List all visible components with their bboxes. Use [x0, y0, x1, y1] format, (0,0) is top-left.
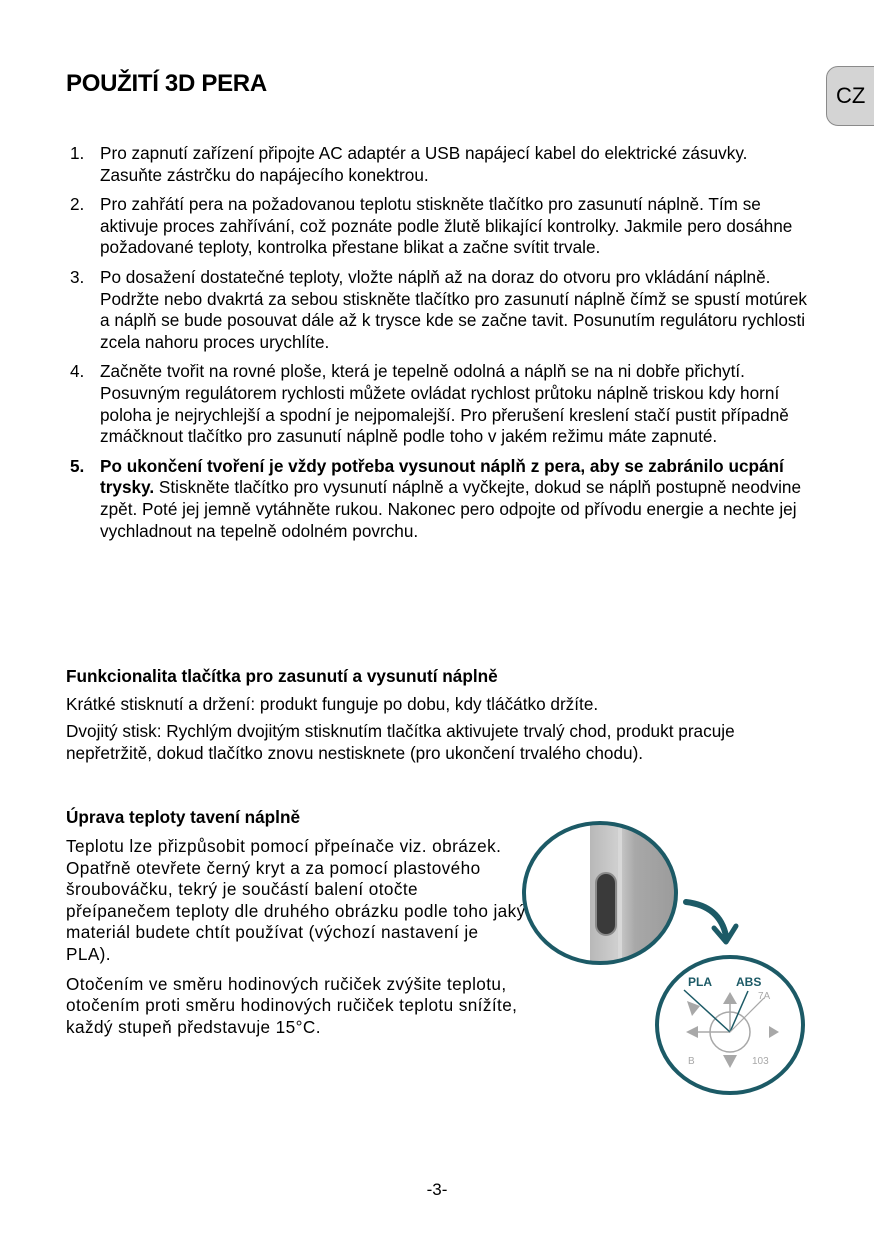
step-item [66, 143, 811, 186]
paragraph: Otočením ve směru hodinových ručiček zvýšite teplotu, otočením proti směru hodinových ručiček teplotu snížíte, každý stupeň představuje 15°C. [66, 973, 518, 1037]
step-number: 4. [70, 361, 85, 382]
step-text: Po dosažení dostatečné teploty, vložte náplň až na doraz do otvoru pro vkládání náplně. Podržte nebo dvakrtá za sebou stiskněte tlačítko pro zasunutí náplně čímž se spustí motúrek a náplň se bude posouvat dále až k trysce kde se začne tavit. Posunutím regulátoru rychlosti zcela nahoru proces urychlíte. [100, 266, 807, 352]
temperature-section-text [66, 836, 526, 1046]
step-item [66, 456, 811, 542]
paragraph: Krátké stisknutí a držení: produkt funguje po dobu, kdy tláčátko držíte. [66, 693, 599, 714]
step-bold-lead: Po ukončení tvoření je vždy potřeba vysunout náplň z pera, aby se zabránilo ucpání trysky. [100, 455, 784, 498]
step-number: 3. [70, 266, 85, 287]
section-heading: Úprava teploty tavení náplně [66, 807, 301, 827]
label-pla: PLA [688, 975, 712, 989]
instruction-steps [66, 143, 811, 550]
label-abs: ABS [736, 975, 762, 989]
language-tab: CZ [826, 66, 874, 126]
step-text: Stiskněte tlačítko pro vysunutí náplně a vyčkejte, dokud se náplň postupně neodvine zpět. Poté jej jemně vytáhněte rukou. Nakonec pero odpojte od přívodu energie a nechte jej vychladnout na tepelně odolném povrchu. [100, 477, 802, 541]
arrow-icon [686, 902, 726, 936]
step-text: Začněte tvořit na rovné ploše, která je tepelně odolná a náplň se na ni dobře přichytí. Posuvným regulátorem rychlosti můžete ovládat rychlost průtoku náplně triskou kdy horní poloha je nejrychlejší a spodní je nejpomalejší. Pro přerušení kreslení stačí pustit případně zmáčknout tlačítko pro zasunutí náplně podle toho v jakém režimu máte zapnuté. [100, 361, 789, 447]
paragraph: Dvojitý stisk: Rychlým dvojitým stisknutím tlačítka aktivujete trvalý chod, produkt pracuje nepřetržitě, dokud tlačítko znovu nestisknete (pro ukončení trvalého chodu). [66, 721, 735, 763]
step-number: 1. [70, 143, 85, 163]
label-103: 103 [752, 1056, 769, 1067]
temperature-switch-figure [520, 818, 820, 1098]
pen-closeup-image [520, 818, 680, 968]
step-number: 2. [70, 194, 85, 215]
page-number: -3- [426, 1180, 448, 1199]
page-title: POUŽITÍ 3D PERA [66, 70, 267, 97]
button-function-section [66, 666, 811, 770]
step-number: 5. [70, 455, 85, 476]
switch-illustration [520, 818, 820, 1098]
section-heading: Funkcionalita tlačítka pro zasunutí a vysunutí náplně [66, 666, 498, 686]
step-text: Pro zapnutí zařízení připojte AC adaptér a USB napájecí kabel do elektrické zásuvky. Zasuňte zástrčku do napájecího konektrou. [100, 143, 748, 185]
step-item [66, 194, 811, 259]
step-item [66, 267, 811, 353]
step-item [66, 361, 811, 447]
paragraph: Teplotu lze přizpůsobit pomocí přpeínače viz. obrázek. Opatřně otevřete černý kryt a za pomocí plastového šroubováčku, tekrý je součástí balení otočte přeípanečem teploty dle druhého obrázku podle toho jaký materiál budete chtít používat (výchozí nastavení je PLA). [66, 836, 526, 964]
label-b: B [688, 1056, 695, 1067]
label-7a: 7A [758, 991, 771, 1002]
step-text: Pro zahřátí pera na požadovanou teplotu stiskněte tlačítko pro zasunutí náplně. Tím se aktivuje proces zahřívání, což poznáte podle žlutě blikající kontrolky. Jakmile pero dosáhne požadované teploty, kontrolka přestane blikat a začne svítit trvale. [100, 194, 793, 258]
